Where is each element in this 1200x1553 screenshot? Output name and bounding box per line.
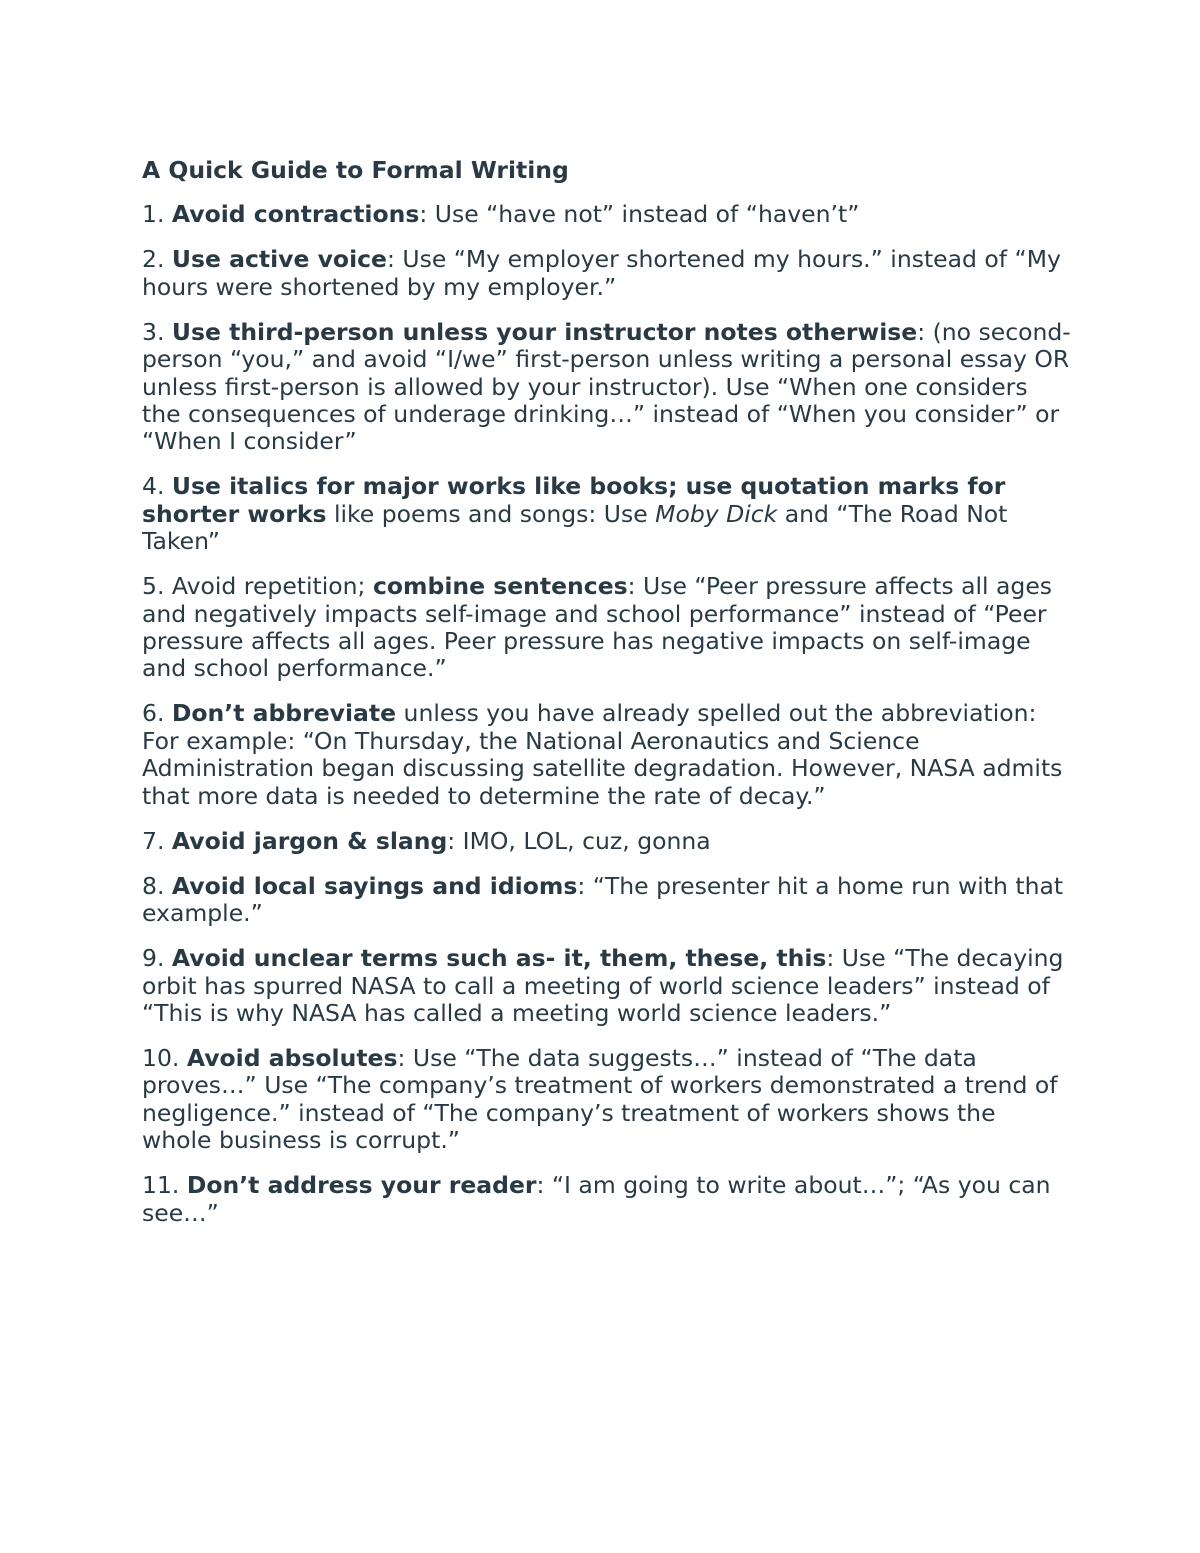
guideline-item [142,828,1072,855]
guideline-item [142,873,1072,928]
guideline-item [142,319,1072,456]
guideline-item [142,700,1072,810]
document-page [142,157,1072,1245]
guideline-text: : Use “The data suggests…” instead of “The data proves…” Use “The company’s treatment of workers demonstrated a trend of negligence.” instead of “The company’s treatment of workers shows the whole business is corrupt.” [142,1043,1058,1155]
guideline-item [142,473,1072,555]
guideline-text: : Use “have not” instead of “haven’t” [419,200,860,229]
guideline-text: and “The Road Not Taken” [142,499,1008,556]
guideline-text: : (no second-person “you,” and avoid “I/we” first-person unless writing a personal essay OR unless first-person is allowed by your instructor). Use “When one considers the consequences of underage drinking…” instead of “When you consider” or “When I consider” [142,317,1071,456]
guideline-text: : Use “The decaying orbit has spurred NASA to call a meeting of world science leaders” instead of “This is why NASA has called a meeting world science leaders.” [142,944,1064,1027]
guideline-text: : “The presenter hit a home run with that example.” [142,871,1064,928]
guideline-rule: Use active voice [171,245,387,274]
guideline-number: 10. [142,1043,180,1072]
guideline-rule: Don’t abbreviate [171,699,397,728]
guideline-rule: Avoid jargon & slang [171,826,448,855]
guideline-number: 4. [142,472,165,501]
guideline-item [142,1172,1072,1227]
document-title: A Quick Guide to Formal Writing [142,156,569,184]
guideline-rule: Avoid local sayings and idioms [171,871,578,900]
guideline-rule: Avoid contractions [171,200,420,229]
guideline-number: 2. [142,245,165,274]
guideline-text: : “I am going to write about…”; “As you can see…” [142,1171,1051,1227]
guideline-number: 3. [142,317,165,346]
guideline-item [142,573,1072,683]
guideline-rule: Avoid unclear terms such as- it, them, these, this [171,944,827,973]
guideline-number: 5. [142,572,165,601]
guideline-number: 1. [142,200,165,229]
guideline-number: 11. [142,1171,180,1200]
italic-title: Moby Dick [655,499,778,528]
guideline-list [142,201,1072,1227]
guideline-number: 7. [142,826,165,855]
guideline-rule: Use third-person unless your instructor notes otherwise [171,317,918,346]
guideline-number: 6. [142,699,165,728]
guideline-item [142,201,1072,228]
guideline-text: like poems and songs: Use [326,499,656,528]
guideline-rule: Avoid absolutes [186,1043,398,1072]
guideline-number: 9. [142,944,165,973]
guideline-rule: Use italics for major works like books; use quotation marks for shorter works [142,472,1006,528]
guideline-number: 8. [142,871,165,900]
guideline-rule: Don’t address your reader [186,1171,537,1200]
guideline-text: Avoid repetition; [171,572,373,601]
guideline-text: : Use “My employer shortened my hours.” instead of “My hours were shortened by my employer.” [142,245,1061,301]
guideline-item [142,246,1072,301]
guideline-rule: combine sentences [372,572,628,601]
guideline-text: : Use “Peer pressure affects all ages and negatively impacts self-image and school performance” instead of “Peer pressure affects all ages. Peer pressure has negative impacts on self-image and school performance.” [142,572,1053,683]
guideline-item [142,1045,1072,1155]
guideline-text: : IMO, LOL, cuz, gonna [447,826,711,855]
guideline-item [142,945,1072,1027]
guideline-text: unless you have already spelled out the abbreviation: For example: “On Thursday, the National Aeronautics and Science Administration began discussing satellite degradation. However, NASA admits that more data is needed to determine the rate of decay.” [142,699,1063,810]
